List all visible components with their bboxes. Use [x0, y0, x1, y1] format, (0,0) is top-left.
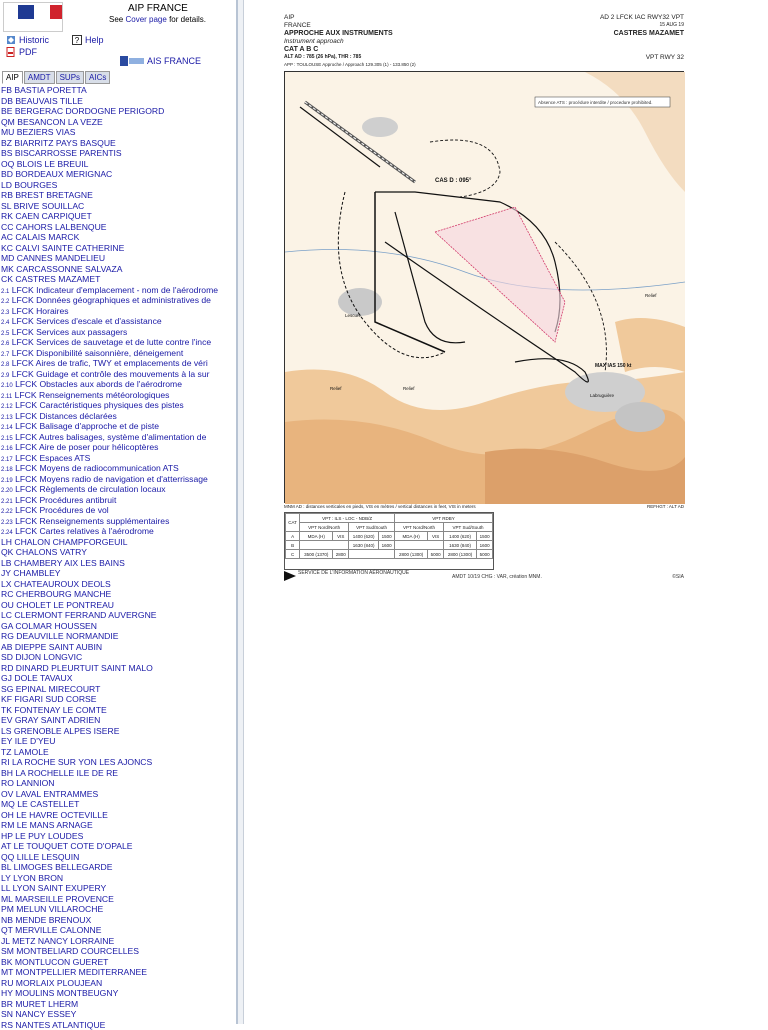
chart-lescure: Lescure [345, 313, 362, 318]
section-code: LFCK [15, 390, 37, 400]
approach-map [284, 71, 684, 503]
aerodrome-link[interactable]: CK CASTRES MAZAMET [0, 274, 238, 285]
section-link[interactable] [0, 379, 238, 390]
minima-mda-b: MDA (H) [395, 532, 428, 541]
section-link[interactable] [0, 411, 238, 422]
section-label: Distances déclarées [39, 411, 116, 421]
aerodrome-link[interactable]: JL METZ NANCY LORRAINE [0, 936, 238, 947]
aerodrome-link[interactable]: EV GRAY SAINT ADRIEN [0, 715, 238, 726]
section-code: LFCK [15, 411, 37, 421]
section-label: Règlements de circulation locaux [39, 484, 165, 494]
chart-refhgt: REFHGT : ALT AD [647, 504, 684, 509]
aerodrome-link[interactable]: LY LYON BRON [0, 873, 238, 884]
minima-cell-7v: 5000 [477, 550, 493, 559]
aerodrome-link[interactable]: GJ DOLE TAVAUX [0, 673, 238, 684]
minima-nord-header-1: VPT Nord/North [300, 523, 349, 532]
section-label: Moyens de radiocommunication ATS [39, 463, 178, 473]
aerodrome-link[interactable]: MD CANNES MANDELIEU [0, 253, 238, 264]
aerodrome-link[interactable]: TK FONTENAY LE COMTE [0, 705, 238, 716]
section-number: 2.8 [1, 362, 9, 368]
section-number: 2.17 [1, 457, 13, 463]
section-number: 2.22 [1, 509, 13, 515]
section-number: 2.24 [1, 530, 13, 536]
minima-cell-3v: 1600 [379, 541, 395, 550]
section-code: LFCK [15, 400, 37, 410]
aerodrome-link[interactable]: OU CHOLET LE PONTREAU [0, 600, 238, 611]
minima-vpt-ils-header: VPT : ILS - LOC - NDB/Z [300, 514, 395, 523]
section-label: Renseignements supplémentaires [39, 516, 169, 526]
aerodrome-link[interactable]: BS BISCARROSSE PARENTIS [0, 148, 238, 159]
aerodrome-link[interactable]: KC CALVI SAINTE CATHERINE [0, 243, 238, 254]
aerodrome-link[interactable]: KF FIGARI SUD CORSE [0, 694, 238, 705]
section-label: Renseignements météorologiques [39, 390, 169, 400]
aerodrome-link[interactable]: SN NANCY ESSEY [0, 1009, 238, 1020]
aerodrome-link[interactable]: BK MONTLUCON GUERET [0, 957, 238, 968]
aerodrome-link[interactable]: RM LE MANS ARNAGE [0, 820, 238, 831]
aerodrome-link[interactable]: LD BOURGES [0, 180, 238, 191]
aerodrome-link[interactable]: SL BRIVE SOUILLAC [0, 201, 238, 212]
minima-sud-header-1: VPT Sud/South [349, 523, 395, 532]
chart-amdt: AMDT 10/19 CHG : VAR, création MNM. [452, 574, 542, 580]
section-label: Cartes relatives à l'aérodrome [39, 526, 153, 536]
section-link[interactable] [0, 327, 238, 338]
section-number: 2.11 [1, 394, 12, 400]
section-label: Disponibilité saisonnière, déneigement [36, 348, 183, 358]
chart-title: APPROCHE AUX INSTRUMENTS [284, 30, 393, 37]
minima-cell-2: 1400 (620) [444, 532, 477, 541]
section-number: 2.1 [1, 289, 9, 295]
aerodrome-link[interactable]: OV LAVAL ENTRAMMES [0, 789, 238, 800]
section-label: Moyens radio de navigation et d'atterrissage [39, 474, 207, 484]
aerodrome-link[interactable]: BL LIMOGES BELLEGARDE [0, 862, 238, 873]
section-code: LFCK [15, 379, 37, 389]
section-label: Services de sauvetage et de lutte contre l'ince [36, 337, 211, 347]
section-number: 2.3 [1, 310, 9, 316]
minima-row-b: B [286, 541, 300, 550]
section-link[interactable] [0, 453, 238, 464]
republique-francaise-logo [3, 2, 63, 32]
tab-aip[interactable]: AIP [2, 71, 23, 84]
aerodrome-link[interactable]: HY MOULINS MONTBEUGNY [0, 988, 238, 999]
aerodrome-link[interactable]: BE BERGERAC DORDOGNE PERIGORD [0, 106, 238, 117]
section-label: Services aux passagers [36, 327, 127, 337]
chart-vpt: VPT RWY 32 [646, 54, 684, 61]
aerodrome-link[interactable]: AB DIEPPE SAINT AUBIN [0, 642, 238, 653]
section-link[interactable] [0, 484, 238, 495]
section-link[interactable] [0, 442, 238, 453]
aerodrome-link[interactable]: MU BEZIERS VIAS [0, 127, 238, 138]
aerodrome-link[interactable]: LB CHAMBERY AIX LES BAINS [0, 558, 238, 569]
aerodrome-link[interactable]: LH CHALON CHAMPFORGEUIL [0, 537, 238, 548]
chart-warning: Absence ATS : procédure interdite / procedure prohibited. [538, 100, 652, 105]
aerodrome-link[interactable]: SG EPINAL MIRECOURT [0, 684, 238, 695]
section-code: LFCK [12, 369, 34, 379]
sidebar-tabs [2, 71, 110, 84]
cover-note: See Cover page for details. [109, 15, 206, 24]
chart-max-ias: MAX IAS 150 kt [595, 363, 632, 369]
section-code: LFCK [15, 474, 37, 484]
section-link[interactable] [0, 348, 238, 359]
minima-cell-7: 2800 (1300) [444, 550, 477, 559]
chart-aip: AIP [284, 14, 294, 21]
chart-ref: AD 2 LFCK IAC RWY32 VPT [600, 14, 684, 21]
section-number: 2.2 [1, 299, 9, 305]
aerodrome-link[interactable]: FB BASTIA PORETTA [0, 85, 238, 96]
section-link[interactable] [0, 421, 238, 432]
section-code: LFCK [15, 432, 37, 442]
aerodrome-link[interactable]: HP LE PUY LOUDES [0, 831, 238, 842]
aerodrome-link[interactable]: BR MURET LHERM [0, 999, 238, 1010]
aerodrome-link[interactable]: RK CAEN CARPIQUET [0, 211, 238, 222]
chart-relief-1: Relief [330, 386, 342, 391]
section-code: LFCK [12, 316, 34, 326]
aerodrome-link[interactable]: RI LA ROCHE SUR YON LES AJONCS [0, 757, 238, 768]
section-link[interactable] [0, 390, 238, 401]
aerodrome-link[interactable]: RO LANNION [0, 778, 238, 789]
minima-row-c: C [286, 550, 300, 559]
sia-logo-icon [284, 568, 296, 578]
cover-page-link[interactable]: Cover page [125, 15, 166, 24]
aerodrome-link[interactable]: RB BREST BRETAGNE [0, 190, 238, 201]
section-number: 2.13 [1, 415, 13, 421]
historic-link[interactable]: Historic [6, 35, 49, 45]
section-link[interactable] [0, 358, 238, 369]
section-label: Aires de trafic, TWY et emplacements de véri [36, 358, 208, 368]
section-code: LFCK [12, 337, 34, 347]
section-code: LFCK [15, 495, 37, 505]
chart-app: APP : TOULOUSE Approche / Approach 129.305 (1) - 133.850 (2) [284, 62, 416, 67]
section-number: 2.16 [1, 446, 13, 452]
pdf-icon [6, 47, 16, 57]
aerodrome-link[interactable]: MT MONTPELLIER MEDITERRANEE [0, 967, 238, 978]
aerodrome-link[interactable]: TZ LAMOLE [0, 747, 238, 758]
section-number: 2.18 [1, 467, 13, 473]
section-number: 2.12 [1, 404, 13, 410]
section-label: Balisage d'approche et de piste [39, 421, 159, 431]
minima-cell-6v: 5000 [428, 550, 444, 559]
chart-relief-3: Relief [645, 293, 657, 298]
aerodrome-link[interactable]: QQ LILLE LESQUIN [0, 852, 238, 863]
section-link[interactable] [0, 306, 238, 317]
chart-sia-copyright: ©SIA [672, 574, 684, 580]
minima-sud-header-2: VPT Sud/South [444, 523, 493, 532]
chart-place: CASTRES MAZAMET [614, 30, 684, 37]
section-number: 2.19 [1, 478, 13, 484]
section-code: LFCK [15, 516, 37, 526]
chart-subtitle: Instrument approach [284, 38, 344, 45]
section-code: LFCK [15, 453, 37, 463]
chart-labruguiere: Labruguière [590, 393, 615, 398]
sidebar-scrollbar[interactable] [238, 0, 244, 1024]
aerodrome-link[interactable]: RD DINARD PLEURTUIT SAINT MALO [0, 663, 238, 674]
chart-france: FRANCE [284, 22, 311, 29]
section-code: LFCK [15, 463, 37, 473]
minima-vpt-rdby-header: VPT RDBY [395, 514, 493, 523]
aerodrome-link[interactable]: BH LA ROCHELLE ILE DE RE [0, 768, 238, 779]
section-link[interactable] [0, 295, 238, 306]
section-link[interactable] [0, 285, 238, 296]
aerodrome-link[interactable]: SD DIJON LONGVIC [0, 652, 238, 663]
minima-cat-header: CAT [286, 514, 300, 532]
approach-map-svg [285, 72, 685, 504]
aerodrome-link[interactable]: AC CALAIS MARCK [0, 232, 238, 243]
aerodrome-link[interactable]: RC CHERBOURG MANCHE [0, 589, 238, 600]
section-link[interactable] [0, 337, 238, 348]
aerodrome-link[interactable]: BZ BIARRITZ PAYS BASQUE [0, 138, 238, 149]
section-code: LFCK [12, 295, 34, 305]
chart-date: 15 AUG 19 [660, 22, 684, 28]
aerodrome-link[interactable]: CC CAHORS LALBENQUE [0, 222, 238, 233]
minima-cell-4v: 1600 [477, 541, 493, 550]
section-code: LFCK [12, 306, 34, 316]
section-number: 2.9 [1, 373, 9, 379]
minima-cell-5: 3500 (1370) [300, 550, 333, 559]
section-link[interactable] [0, 516, 238, 527]
aerodrome-link[interactable]: LS GRENOBLE ALPES ISERE [0, 726, 238, 737]
aerodrome-link[interactable]: JY CHAMBLEY [0, 568, 238, 579]
aerodrome-link[interactable]: MK CARCASSONNE SALVAZA [0, 264, 238, 275]
aerodrome-link[interactable]: RU MORLAIX PLOUJEAN [0, 978, 238, 989]
minima-row-a: A [286, 532, 300, 541]
aerodrome-link[interactable]: QK CHALONS VATRY [0, 547, 238, 558]
minima-nord-header-2: VPT Nord/North [395, 523, 444, 532]
chart-relief-2: Relief [403, 386, 415, 391]
section-link[interactable] [0, 316, 238, 327]
section-label: Espaces ATS [39, 453, 90, 463]
ais-logo-icon [120, 56, 144, 66]
section-number: 2.6 [1, 341, 9, 347]
minima-cell-4: 1630 (840) [444, 541, 477, 550]
tab-sups[interactable]: SUPs [56, 71, 84, 84]
minima-cell-5v: 2800 [333, 550, 349, 559]
minima-vis-b: VIS [428, 532, 444, 541]
section-label: Horaires [36, 306, 68, 316]
section-label: Données géographiques et administratives de [36, 295, 211, 305]
help-icon [72, 35, 82, 45]
approach-chart [282, 12, 686, 610]
section-label: Aire de poser pour hélicoptères [39, 442, 158, 452]
aerodrome-link[interactable]: LC CLERMONT FERRAND AUVERGNE [0, 610, 238, 621]
aip-france-title: AIP FRANCE [128, 3, 188, 14]
aerodrome-link[interactable]: AT LE TOUQUET COTE D'OPALE [0, 841, 238, 852]
section-code: LFCK [15, 526, 37, 536]
aerodrome-link[interactable]: MQ LE CASTELLET [0, 799, 238, 810]
section-number: 2.23 [1, 520, 13, 526]
section-code: LFCK [12, 348, 34, 358]
section-label: Procédures de vol [39, 505, 108, 515]
aerodrome-link[interactable]: LX CHATEAUROUX DEOLS [0, 579, 238, 590]
section-label: Caractéristiques physiques des pistes [39, 400, 183, 410]
aerodrome-link[interactable]: PM MELUN VILLAROCHE [0, 904, 238, 915]
chart-cat: CAT A B C [284, 46, 318, 53]
minima-cell-3: 1630 (840) [349, 541, 379, 550]
section-link[interactable] [0, 474, 238, 485]
aerodrome-link[interactable]: RG DEAUVILLE NORMANDIE [0, 631, 238, 642]
section-code: LFCK [15, 421, 37, 431]
section-number: 2.5 [1, 331, 9, 337]
section-label: Autres balisages, système d'alimentation de [39, 432, 206, 442]
aerodrome-list [0, 85, 238, 1030]
sia-logo-text: SERVICE DE L'INFORMATION AÉRONAUTIQUE [298, 570, 409, 576]
section-number: 2.10 [1, 383, 13, 389]
section-link[interactable] [0, 505, 238, 516]
minima-cell-2v: 1500 [477, 532, 493, 541]
aerodrome-link[interactable]: DB BEAUVAIS TILLE [0, 96, 238, 107]
section-code: LFCK [15, 484, 37, 494]
section-link[interactable] [0, 463, 238, 474]
section-link[interactable] [0, 526, 238, 537]
section-code: LFCK [12, 285, 34, 295]
section-number: 2.20 [1, 488, 13, 494]
section-number: 2.4 [1, 320, 9, 326]
aerodrome-link[interactable]: QT MERVILLE CALONNE [0, 925, 238, 936]
section-link[interactable] [0, 432, 238, 443]
minima-table [284, 512, 494, 570]
section-code: LFCK [12, 327, 34, 337]
aerodrome-link[interactable]: OH LE HAVRE OCTEVILLE [0, 810, 238, 821]
aerodrome-link[interactable]: NB MENDE BRENOUX [0, 915, 238, 926]
aerodrome-link[interactable]: OQ BLOIS LE BREUIL [0, 159, 238, 170]
minima-vis-a: VIS [333, 532, 349, 541]
svg-text:?: ? [75, 36, 80, 45]
section-label: Obstacles aux abords de l'aérodrome [39, 379, 182, 389]
minima-mda-a: MDA (H) [300, 532, 333, 541]
section-link[interactable] [0, 369, 238, 380]
sidebar-header [0, 0, 236, 70]
section-code: LFCK [15, 442, 37, 452]
aerodrome-link[interactable]: ML MARSEILLE PROVENCE [0, 894, 238, 905]
section-number: 2.21 [1, 499, 13, 505]
section-number: 2.7 [1, 352, 9, 358]
minima-cell-1: 1400 (620) [349, 532, 379, 541]
chart-cas: CAS D : 095° [435, 178, 472, 184]
section-link[interactable] [0, 495, 238, 506]
section-number: 2.14 [1, 425, 13, 431]
section-number: 2.15 [1, 436, 13, 442]
aerodrome-link[interactable]: RS NANTES ATLANTIQUE [0, 1020, 238, 1030]
section-link[interactable] [0, 400, 238, 411]
section-code: LFCK [12, 358, 34, 368]
section-label: Procédures antibruit [39, 495, 116, 505]
aerodrome-link[interactable]: LL LYON SAINT EXUPERY [0, 883, 238, 894]
historic-icon [6, 35, 16, 45]
section-label: Guidage et contrôle des mouvements à la sur [36, 369, 209, 379]
chart-alt: ALT AD : 785 (26 hPa), THR : 785 [284, 54, 361, 60]
aerodrome-link[interactable]: GA COLMAR HOUSSEN [0, 621, 238, 632]
section-label: Services d'escale et d'assistance [36, 316, 162, 326]
pdf-link[interactable]: PDF [6, 47, 37, 57]
section-label: Indicateur d'emplacement - nom de l'aérodrome [36, 285, 218, 295]
tab-amdt[interactable]: AMDT [24, 71, 55, 84]
chart-mnm: MNM AD : distances verticales en pieds, VIS en mètres / vertical distances in feet, VIS in meters [284, 504, 476, 509]
section-code: LFCK [15, 505, 37, 515]
aerodrome-link[interactable]: QM BESANCON LA VEZE [0, 117, 238, 128]
help-link[interactable]: ? Help [72, 35, 104, 45]
minima-cell-6: 2800 (1300) [395, 550, 428, 559]
tab-aics[interactable]: AICs [85, 71, 110, 84]
aerodrome-link[interactable]: SM MONTBELIARD COURCELLES [0, 946, 238, 957]
navigation-sidebar [0, 0, 238, 1024]
aerodrome-link[interactable]: EY ILE D'YEU [0, 736, 238, 747]
aerodrome-link[interactable]: BD BORDEAUX MERIGNAC [0, 169, 238, 180]
ais-france-link[interactable]: AIS FRANCE [120, 56, 201, 66]
minima-cell-1v: 1500 [379, 532, 395, 541]
